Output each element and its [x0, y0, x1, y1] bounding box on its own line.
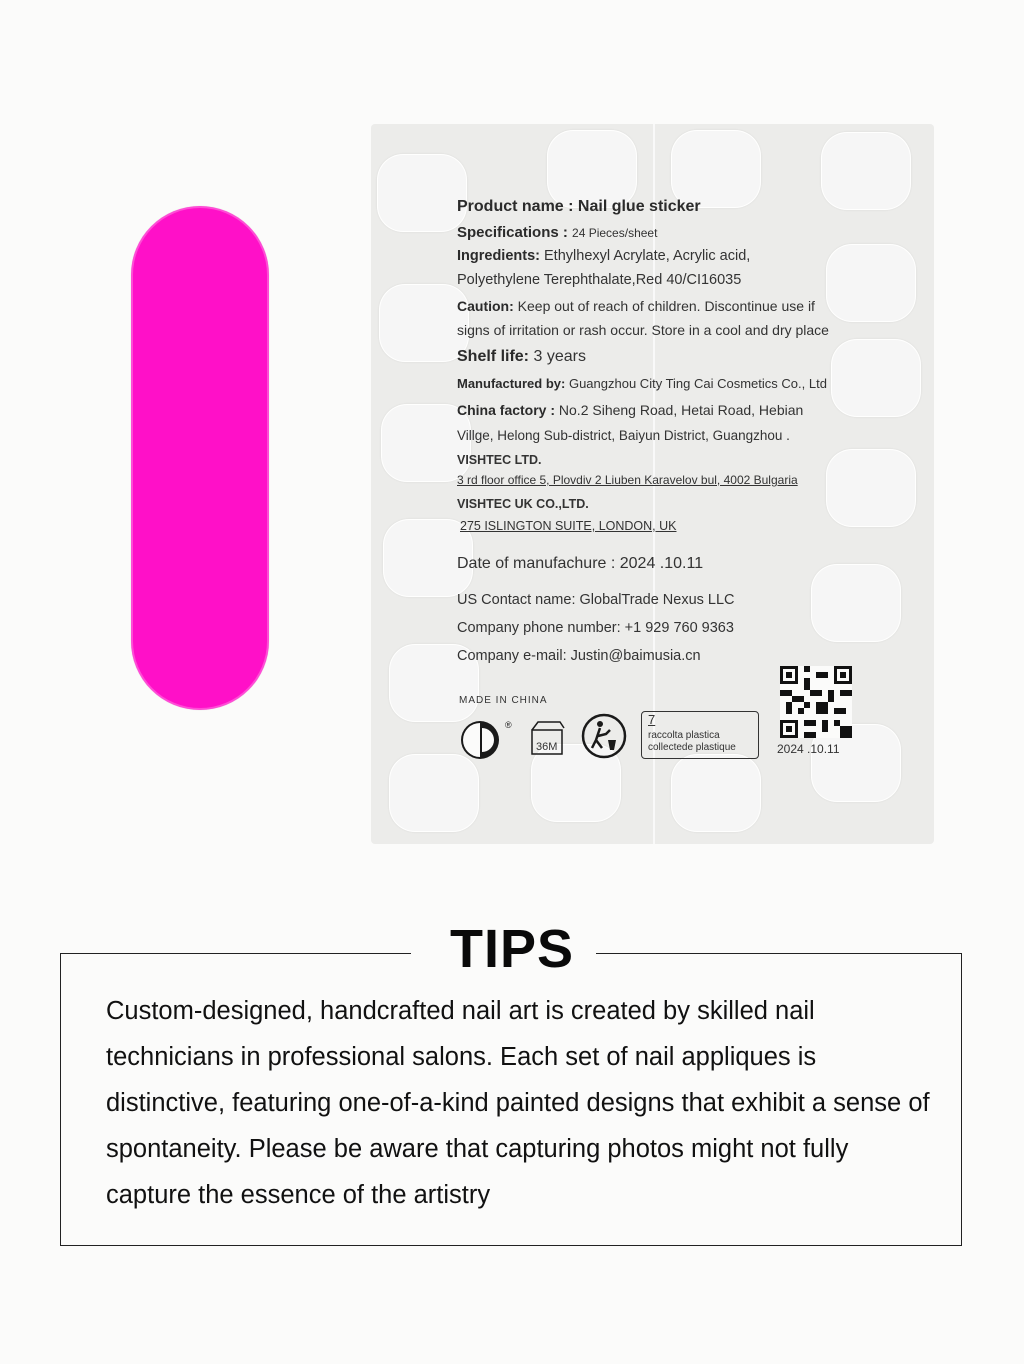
- svg-text:®: ®: [505, 720, 512, 730]
- ingredients-key: Ingredients:: [457, 248, 540, 264]
- sticker-slot: [377, 154, 467, 232]
- product-name-line: [457, 198, 701, 216]
- pao-icon: [526, 716, 568, 763]
- company-phone: Company phone number: +1 929 760 9363: [457, 620, 734, 636]
- china-factory-line: [457, 402, 803, 418]
- nail-file: [131, 206, 269, 710]
- sticker-slot: [671, 754, 761, 832]
- spec-value: 24 Pieces/sheet: [572, 226, 658, 240]
- recycle-label-1: raccolta plastica: [648, 730, 720, 741]
- shelf-life-key: Shelf life:: [457, 348, 530, 365]
- caution-line-2: signs of irritation or rash occur. Store in a cool and dry place: [457, 322, 829, 338]
- shelf-life-line: [457, 348, 586, 366]
- product-name-key: Product name :: [457, 198, 574, 215]
- tips-title: TIPS: [449, 919, 575, 979]
- shelf-life-value: 3 years: [533, 348, 586, 365]
- sticker-slot: [547, 130, 637, 208]
- company-email: Company e-mail: Justin@baimusia.cn: [457, 648, 701, 664]
- recycling-box: [641, 711, 759, 759]
- product-name-value: Nail glue sticker: [577, 198, 701, 215]
- pao-label: 36M: [536, 741, 558, 753]
- ingredients-value: Ethylhexyl Acrylate, Acrylic acid,: [544, 248, 751, 264]
- ingredients-line: [457, 248, 750, 264]
- sticker-slot: [379, 284, 469, 362]
- manufacturer-value: Guangzhou City Ting Cai Cosmetics Co., Ltd: [568, 376, 827, 391]
- tidyman-icon: [580, 712, 628, 765]
- sticker-slot: [826, 244, 916, 322]
- recycle-number: 7: [648, 712, 656, 727]
- eu-rep-name: VISHTEC LTD.: [457, 453, 542, 467]
- specifications-line: [457, 224, 657, 241]
- caution-line: [457, 298, 815, 314]
- caution-key: Caution:: [457, 298, 514, 314]
- manufacturer-key: Manufactured by:: [457, 376, 566, 391]
- green-dot-icon: [458, 716, 518, 767]
- china-factory-line-2: Villge, Helong Sub-district, Baiyun District, Guangzhou .: [457, 428, 790, 443]
- tips-body: Custom-designed, handcrafted nail art is created by skilled nail technicians in professional salons. Each set of nail appliques is distinctive, featuring one-of-a-kind painted designs that exhibit a sense of spontaneity. Please be aware that capturing photos might not fully capture the essence of the artistry: [106, 997, 930, 1209]
- uk-rep-address: 275 ISLINGTON SUITE, LONDON, UK: [460, 519, 677, 533]
- us-contact: US Contact name: GlobalTrade Nexus LLC: [457, 592, 735, 608]
- qr-code: [780, 666, 852, 743]
- made-in-china: MADE IN CHINA: [459, 695, 548, 706]
- manufacturer-line: [457, 376, 827, 391]
- spec-key: Specifications :: [457, 224, 568, 241]
- qr-date: 2024 .10.11: [777, 742, 840, 756]
- manufacture-date: Date of manufachure : 2024 .10.11: [457, 555, 704, 572]
- ingredients-line-2: Polyethylene Terephthalate,Red 40/CI16035: [457, 272, 742, 288]
- caution-value: Keep out of reach of children. Discontinue use if: [517, 298, 815, 314]
- sticker-slot: [831, 339, 921, 417]
- china-factory-value: No.2 Siheng Road, Hetai Road, Hebian: [558, 402, 804, 418]
- sticker-slot: [811, 564, 901, 642]
- sticker-slot: [821, 132, 911, 210]
- uk-rep-name: VISHTEC UK CO.,LTD.: [457, 497, 589, 511]
- recycle-label-2: collectede plastique: [648, 742, 736, 753]
- china-factory-key: China factory :: [457, 402, 556, 418]
- sticker-slot: [826, 449, 916, 527]
- sticker-slot: [671, 130, 761, 208]
- eu-rep-address: 3 rd floor office 5, Plovdiv 2 Liuben Karavelov bul, 4002 Bulgaria: [457, 473, 798, 487]
